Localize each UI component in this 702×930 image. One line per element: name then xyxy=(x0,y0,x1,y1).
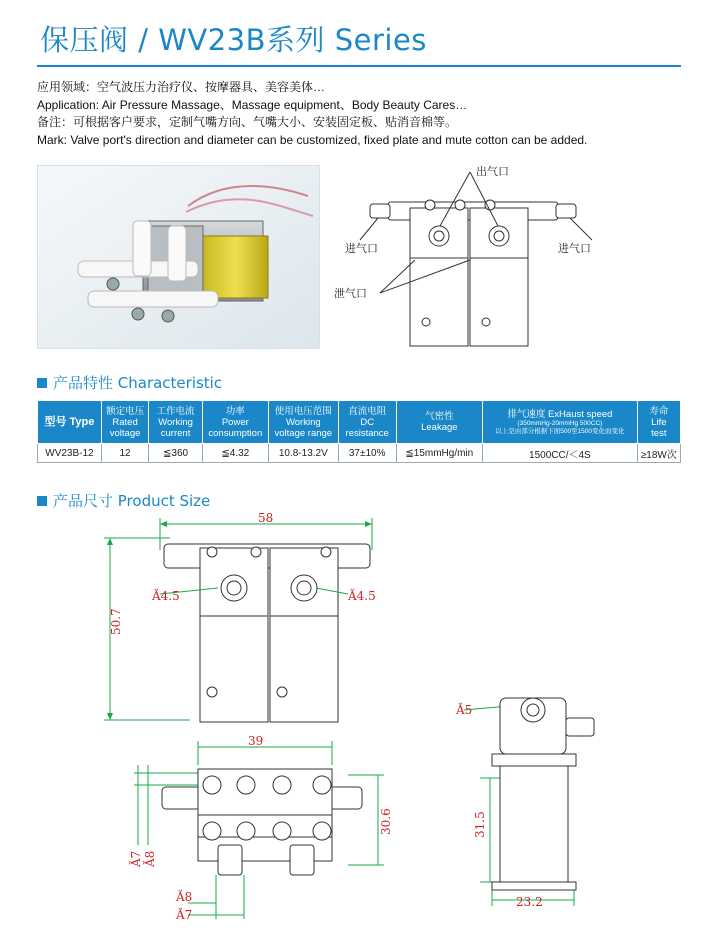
col-voltage-range: 使用电压范围 Working voltage range xyxy=(268,401,338,444)
characteristic-heading-text: 产品特性 Characteristic xyxy=(53,374,223,392)
application-cn: 应用领域：空气波压力治疗仪、按摩器具、美容美体… xyxy=(37,80,326,94)
cell-dc-resistance: 37±10% xyxy=(338,444,396,463)
dim-23-2: 23.2 xyxy=(516,895,543,909)
port-diagram xyxy=(330,160,630,360)
mark-cn: 备注：可根据客户要求，定制气嘴方向、气嘴大小、安装固定板、贴消音棉等。 xyxy=(37,115,458,129)
characteristic-table xyxy=(37,400,681,463)
cell-power: ≦4.32 xyxy=(202,444,268,463)
table-header-row xyxy=(38,401,681,444)
dim-31-5: 31.5 xyxy=(473,811,487,838)
dim-58: 58 xyxy=(258,511,274,525)
characteristic-heading xyxy=(37,372,222,393)
size-heading-text: 产品尺寸 Product Size xyxy=(53,492,211,510)
table-row xyxy=(38,444,681,463)
col-leakage: 气密性 Leakage xyxy=(396,401,483,444)
col-exhaust-speed: 排气速度 ExHaust speed (350mmHg-20mmHg 500CC) 以上是由部分根据下面500至1500变化而变化 xyxy=(483,401,638,444)
dim-a8-vertical: Ă8 xyxy=(143,850,157,867)
mark-en: Mark: Valve port's direction and diameter can be customized, fixed plate and mute cotton can be added. xyxy=(37,132,588,147)
cell-rated-voltage: 12 xyxy=(101,444,148,463)
dim-a4-5-left: Ă4.5 xyxy=(152,589,180,603)
title-divider xyxy=(37,65,681,67)
inlet-left-label: 进气口 xyxy=(345,242,378,255)
cell-exhaust-speed: 1500CC/＜4S xyxy=(483,444,638,463)
application-en: Application: Air Pressure Massage、Massage equipment、Body Beauty Cares… xyxy=(37,97,468,112)
cell-life-test: ≥18W次 xyxy=(637,444,680,463)
page-title: 保压阀 / WV23B系列 Series xyxy=(40,23,427,57)
col-life-test: 寿命 Life test xyxy=(637,401,680,444)
size-heading xyxy=(37,490,210,511)
dim-30-6: 30.6 xyxy=(379,808,393,835)
cell-working-current: ≦360 xyxy=(149,444,203,463)
dim-a7-vertical: Ă7 xyxy=(129,850,143,867)
cell-type: WV23B-12 xyxy=(38,444,102,463)
product-photo xyxy=(37,165,320,349)
outlet-label: 出气口 xyxy=(476,165,509,178)
col-rated-voltage: 额定电压 Rated voltage xyxy=(101,401,148,444)
side-view-drawing xyxy=(440,688,620,923)
notes-block xyxy=(37,79,587,149)
col-power: 功率 Power consumption xyxy=(202,401,268,444)
bottom-view-drawing xyxy=(128,735,418,930)
dim-a4-5-right: Ă4.5 xyxy=(348,589,376,603)
col-dc-resistance: 直流电阻 DC resistance xyxy=(338,401,396,444)
dim-a7-horizontal: Ă7 xyxy=(176,908,193,922)
dim-39: 39 xyxy=(248,735,264,748)
inlet-right-label: 进气口 xyxy=(558,242,591,255)
dim-50-7: 50.7 xyxy=(109,608,123,635)
front-view-drawing xyxy=(100,510,400,735)
dim-a8-horizontal: Ă8 xyxy=(176,890,193,904)
exhaust-label: 泄气口 xyxy=(334,287,367,300)
dim-a5: Ă5 xyxy=(456,703,473,717)
cell-voltage-range: 10.8-13.2V xyxy=(268,444,338,463)
col-type: 型号 Type xyxy=(38,401,102,444)
col-working-current: 工作电流 Working current xyxy=(149,401,203,444)
square-bullet-icon xyxy=(37,496,47,506)
cell-leakage: ≦15mmHg/min xyxy=(396,444,483,463)
square-bullet-icon xyxy=(37,378,47,388)
